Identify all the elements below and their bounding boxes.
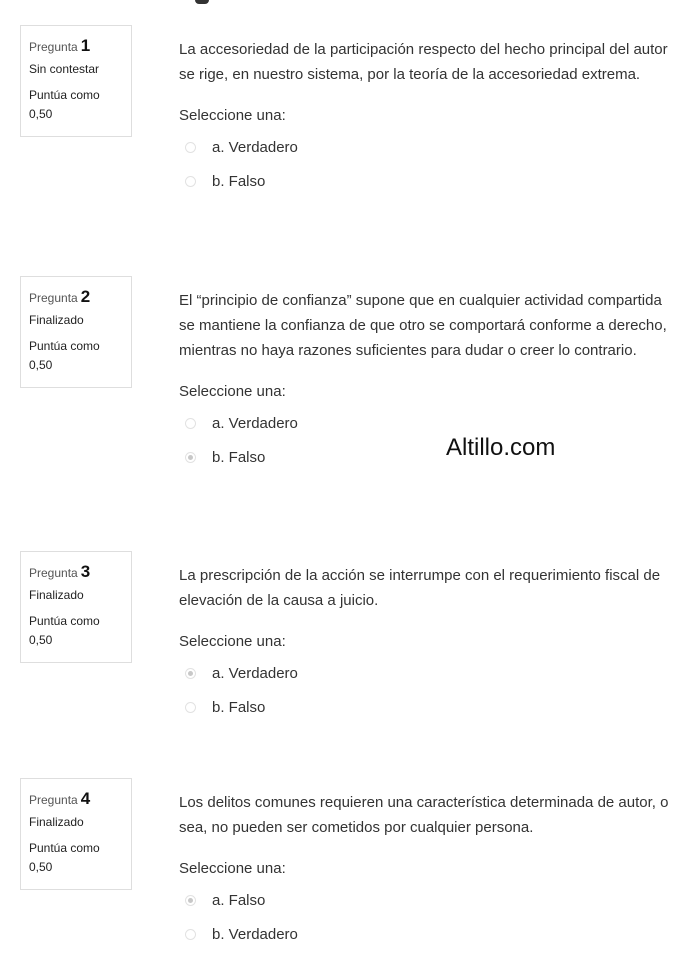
- radio-button[interactable]: [185, 702, 196, 713]
- question-label: [29, 789, 123, 809]
- radio-button[interactable]: [185, 176, 196, 187]
- question-text: La prescripción de la acción se interrumpe con el requerimiento fiscal de elevación de la causa a juicio.: [179, 567, 661, 609]
- grade-value: 0,50: [29, 107, 53, 121]
- radio-button-selected[interactable]: [185, 452, 196, 463]
- answer-list: [179, 130, 674, 198]
- answer-list: [179, 883, 674, 951]
- radio-button[interactable]: [185, 142, 196, 153]
- radio-button[interactable]: [185, 418, 196, 429]
- question-state: Finalizado: [29, 588, 84, 602]
- question-grade: [29, 839, 123, 877]
- question-state: Finalizado: [29, 815, 84, 829]
- question-number: 3: [80, 562, 91, 581]
- answer-label: a. Verdadero: [212, 414, 298, 432]
- grade-value: 0,50: [29, 860, 53, 874]
- answer-list: [179, 406, 674, 474]
- answer-prompt: Seleccione una:: [179, 107, 286, 124]
- question-label: [29, 287, 123, 307]
- answer-prompt: Seleccione una:: [179, 633, 286, 650]
- answer-option-b[interactable]: [179, 164, 674, 198]
- grade-value: 0,50: [29, 633, 53, 647]
- grade-label: Puntúa como: [29, 614, 100, 628]
- question-number: 4: [80, 789, 91, 808]
- watermark-text: Altillo.com: [446, 434, 556, 461]
- radio-button-selected[interactable]: [185, 895, 196, 906]
- grade-label: Puntúa como: [29, 339, 100, 353]
- question-number: 1: [80, 36, 91, 55]
- question-content: [179, 563, 674, 724]
- answer-prompt: Seleccione una:: [179, 860, 286, 877]
- question-info-box: [20, 25, 132, 137]
- question-content: [179, 288, 674, 474]
- question-info-box: [20, 276, 132, 388]
- question-label: [29, 562, 123, 582]
- answer-option-b[interactable]: [179, 690, 674, 724]
- grade-value: 0,50: [29, 358, 53, 372]
- question-grade: [29, 337, 123, 375]
- question-label-text: Pregunta: [29, 566, 78, 580]
- question-label: [29, 36, 123, 56]
- question-grade: [29, 612, 123, 650]
- answer-option-b[interactable]: [179, 917, 674, 951]
- answer-option-a[interactable]: [179, 656, 674, 690]
- question-text: El “principio de confianza” supone que en cualquier actividad compartida se mantiene la confianza de que otro se comportará conforme a derecho, mientras no haya razones suficientes para dudar o creer lo contrario.: [179, 292, 667, 359]
- question-info-box: [20, 551, 132, 663]
- question-text: La accesoriedad de la participación respecto del hecho principal del autor se rige, en nuestro sistema, por la teoría de la accesoriedad extrema.: [179, 41, 668, 83]
- answer-label: b. Falso: [212, 172, 266, 190]
- answer-option-a[interactable]: [179, 130, 674, 164]
- cropped-heading-fragment: [195, 0, 209, 4]
- radio-button-selected[interactable]: [185, 668, 196, 679]
- answer-label: b. Falso: [212, 448, 266, 466]
- answer-label: a. Falso: [212, 891, 266, 909]
- answer-option-b[interactable]: [179, 440, 674, 474]
- answer-label: b. Falso: [212, 698, 266, 716]
- answer-list: [179, 656, 674, 724]
- answer-prompt: Seleccione una:: [179, 383, 286, 400]
- answer-label: a. Verdadero: [212, 138, 298, 156]
- radio-button[interactable]: [185, 929, 196, 940]
- question-label-text: Pregunta: [29, 291, 78, 305]
- answer-option-a[interactable]: [179, 406, 674, 440]
- grade-label: Puntúa como: [29, 841, 100, 855]
- question-info-box: [20, 778, 132, 890]
- question-state: Finalizado: [29, 313, 84, 327]
- answer-label: b. Verdadero: [212, 925, 298, 943]
- question-number: 2: [80, 287, 91, 306]
- question-state: Sin contestar: [29, 62, 100, 76]
- answer-label: a. Verdadero: [212, 664, 298, 682]
- question-content: [179, 37, 674, 198]
- question-content: [179, 790, 674, 951]
- question-label-text: Pregunta: [29, 40, 78, 54]
- question-label-text: Pregunta: [29, 793, 78, 807]
- answer-option-a[interactable]: [179, 883, 674, 917]
- question-text: Los delitos comunes requieren una característica determinada de autor, o sea, no pueden ser cometidos por cualquier persona.: [179, 794, 669, 836]
- question-grade: [29, 86, 123, 124]
- grade-label: Puntúa como: [29, 88, 100, 102]
